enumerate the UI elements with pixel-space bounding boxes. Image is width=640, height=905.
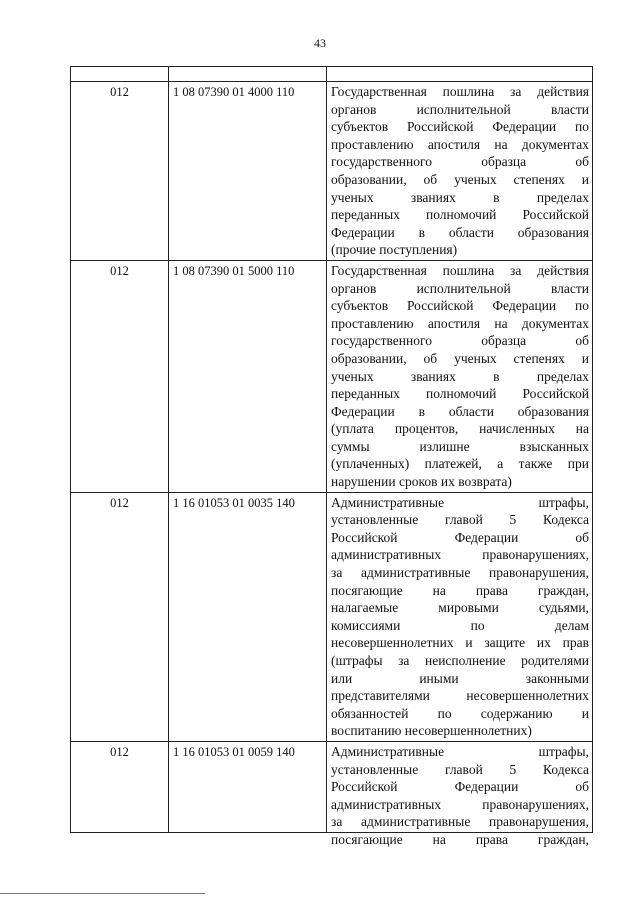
description-line: ученых званиях в пределах <box>331 189 589 205</box>
description-line: суммы излишне взысканных <box>331 438 589 454</box>
description-line: Федерации в области образования <box>331 403 589 419</box>
description-line: образовании, об ученых степенях и <box>331 350 589 366</box>
admin-code-cell: 012 <box>71 741 169 832</box>
description-line: воспитанию несовершеннолетних) <box>331 723 532 739</box>
budget-code-cell: 1 16 01053 01 0035 140 <box>169 492 327 741</box>
admin-code-cell: 012 <box>71 260 169 492</box>
description-line: Государственная пошлина за действия <box>331 262 589 278</box>
description-line: административных правонарушениях, <box>331 547 589 563</box>
description-line: субъектов Российской Федерации по <box>331 119 589 135</box>
description-line: за административные правонарушения, <box>331 814 589 830</box>
description-line: образовании, об ученых степенях и <box>331 171 589 187</box>
description-line: (уплаченных) платежей, а также при <box>331 456 589 472</box>
budget-code-cell: 1 08 07390 01 5000 110 <box>169 260 327 492</box>
description-line: органов исполнительной власти <box>331 101 589 117</box>
budget-code-cell: 1 08 07390 01 4000 110 <box>169 82 327 261</box>
description-line: за административные правонарушения, <box>331 565 589 581</box>
table-row <box>71 492 593 741</box>
description-line: (штрафы за неисполнение родителями <box>331 653 589 668</box>
description-line: посягающие на права граждан, <box>331 582 589 598</box>
description-cell <box>327 492 593 741</box>
description-line: государственного образца об <box>331 333 589 349</box>
description-line: переданных полномочий Российской <box>331 207 589 223</box>
description-line: установленные главой 5 Кодекса <box>331 512 589 528</box>
page-number: 43 <box>314 36 326 50</box>
description-line: представителями несовершеннолетних <box>331 688 589 704</box>
table-header-stub-row <box>71 67 593 82</box>
description-line: обязанностей по содержанию и <box>331 705 589 721</box>
description-line: субъектов Российской Федерации по <box>331 298 589 314</box>
description-line: комиссиями по делам <box>331 617 589 633</box>
budget-code-cell: 1 16 01053 01 0059 140 <box>169 741 327 832</box>
description-cell <box>327 741 593 847</box>
budget-codes-table <box>70 66 593 847</box>
description-line: нарушении сроков их возврата) <box>331 474 512 490</box>
description-line: или иными законными <box>331 670 589 686</box>
table-row <box>71 741 593 832</box>
description-line: проставлению апостиля на документах <box>331 136 589 152</box>
description-line: Административные штрафы, <box>331 494 589 510</box>
header-cell-admin <box>71 67 169 82</box>
description-line: установленные главой 5 Кодекса <box>331 761 589 777</box>
description-cell <box>327 82 593 261</box>
description-line: посягающие на права граждан, <box>331 831 589 847</box>
table-row <box>71 260 593 492</box>
footer-divider <box>0 893 205 894</box>
header-cell-name <box>327 67 593 82</box>
description-line: несовершеннолетних и защите их прав <box>331 635 589 651</box>
description-line: органов исполнительной власти <box>331 280 589 296</box>
description-line: Российской Федерации об <box>331 529 589 545</box>
admin-code-cell: 012 <box>71 492 169 741</box>
table-row <box>71 82 593 261</box>
description-line: (уплата процентов, начисленных на <box>331 421 589 437</box>
description-line: проставлению апостиля на документах <box>331 315 589 331</box>
description-cell <box>327 260 593 492</box>
description-line: Государственная пошлина за действия <box>331 84 589 99</box>
description-line: Федерации в области образования <box>331 224 589 240</box>
description-line: государственного образца об <box>331 154 589 170</box>
admin-code-cell: 012 <box>71 82 169 261</box>
description-line: (прочие поступления) <box>331 242 458 258</box>
description-line: Административные штрафы, <box>331 743 589 759</box>
description-line: ученых званиях в пределах <box>331 368 589 384</box>
description-line: административных правонарушениях, <box>331 796 589 812</box>
description-line: переданных полномочий Российской <box>331 386 589 402</box>
description-line: налагаемые мировыми судьями, <box>331 600 589 616</box>
description-line: Российской Федерации об <box>331 779 589 795</box>
header-cell-code <box>169 67 327 82</box>
